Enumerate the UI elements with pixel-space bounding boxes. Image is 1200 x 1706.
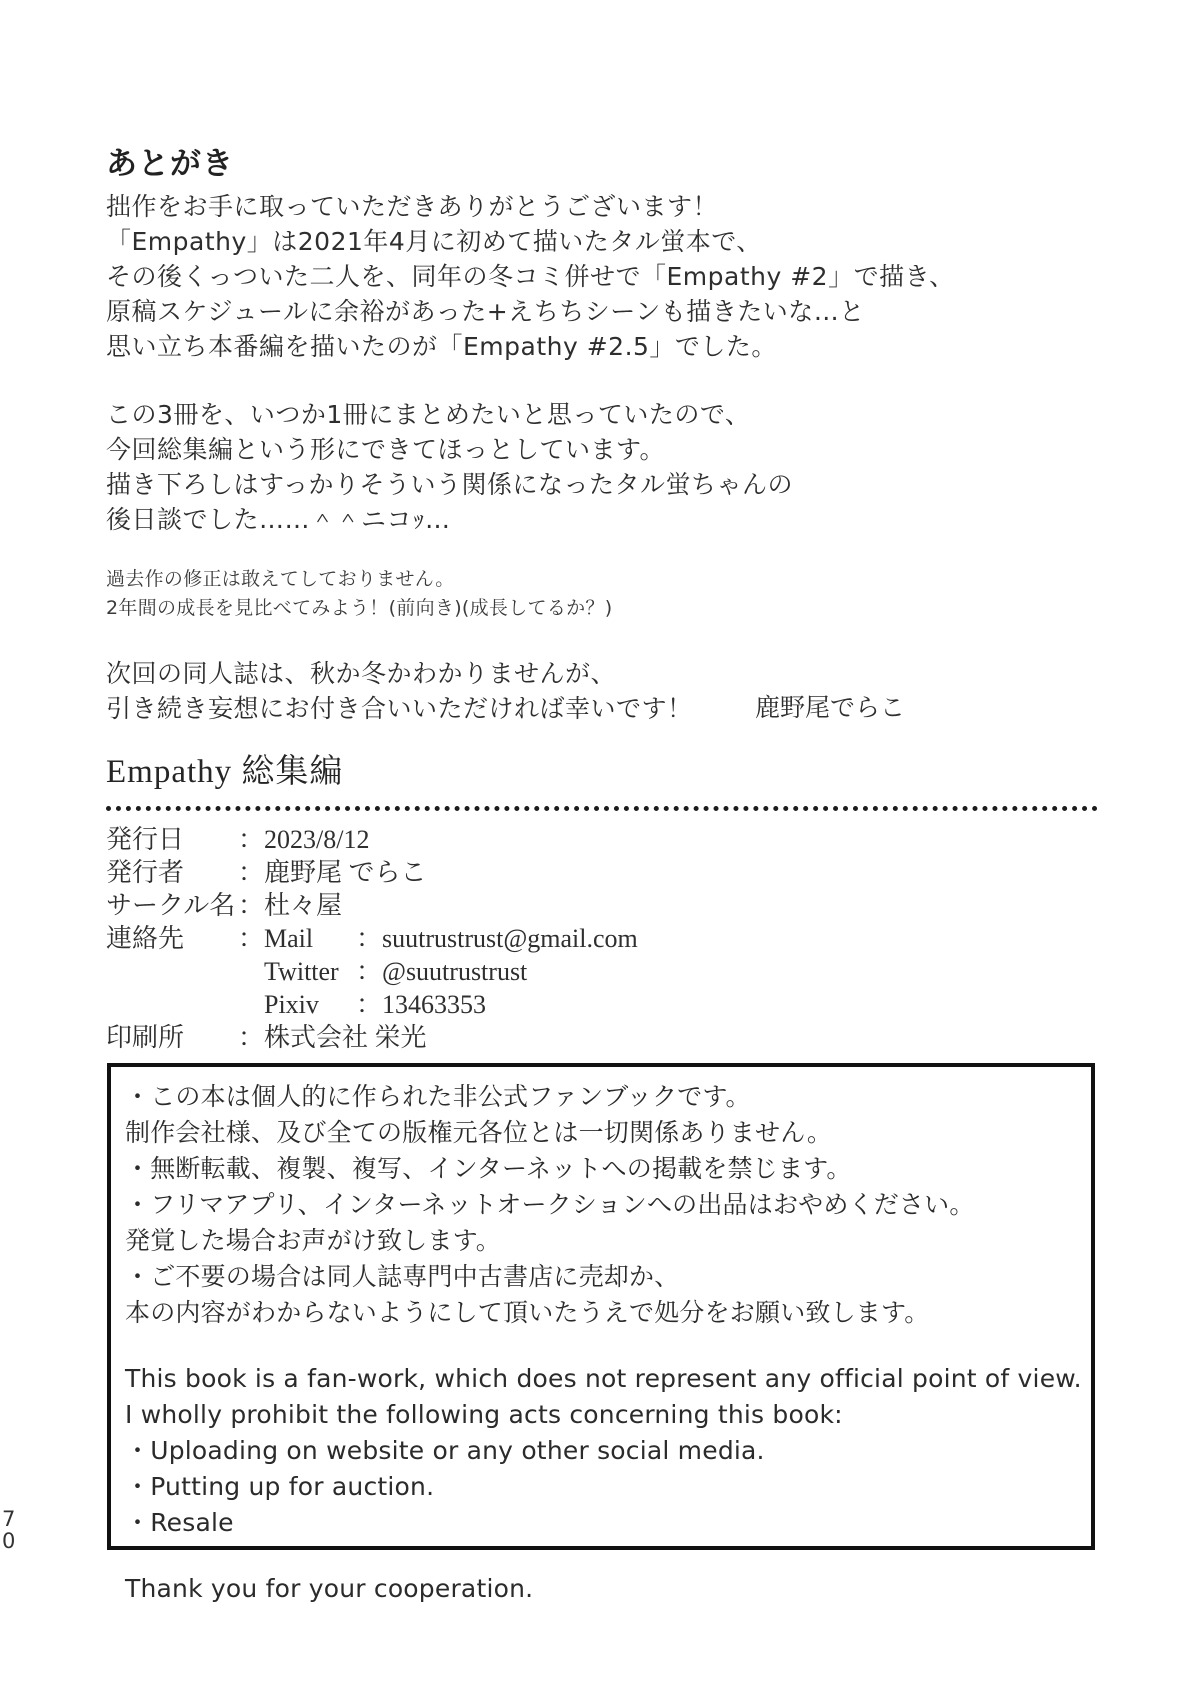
colophon-info-rows: [106, 823, 1098, 1054]
disclaimer-jp-line3: ・無断転載、複製、複写、インターネットへの掲載を禁じます。: [125, 1154, 852, 1183]
contact-pixiv-value: 13463353: [382, 990, 486, 1019]
paragraph-gap: [125, 1331, 1077, 1361]
book-title: Empathy 総集編: [106, 754, 344, 790]
contact-service-label: Mail: [264, 924, 314, 953]
row-separator: ：: [238, 825, 265, 854]
page-number-digit-bottom: 0: [2, 1529, 16, 1553]
afterword-heading: あとがき: [106, 146, 234, 182]
afterword-para2-line3: 描き下ろしはすっかりそういう関係になったタル蛍ちゃんの: [106, 470, 794, 499]
circle-name-value: 杜々屋: [264, 891, 343, 920]
afterword-para3-line1: 次回の同人誌は、秋か冬かわかりませんが、: [106, 659, 617, 688]
disclaimer-jp-line1: ・この本は個人的に作られた非公式ファンブックです。: [125, 1082, 751, 1111]
disclaimer-en-line1: This book is a fan-work, which does not represent any official point of view.: [125, 1364, 1082, 1393]
colophon-row-circle: [106, 889, 1098, 922]
row-label: 発行者: [106, 858, 185, 887]
contact-twitter-value: @suutrustrust: [382, 957, 528, 986]
paragraph-gap: [106, 623, 1086, 656]
row-label: 発行日: [106, 825, 185, 854]
page-number-digit-top: 7: [2, 1507, 16, 1531]
row-separator: ：: [238, 924, 265, 953]
row-separator: ：: [238, 858, 265, 887]
row-separator: ：: [356, 957, 383, 986]
contact-mail-value: suutrustrust@gmail.com: [382, 924, 638, 953]
afterword-para2-line1: この3冊を、いつか1冊にまとめたいと思っていたので、: [106, 400, 751, 429]
disclaimer-jp-line4: ・フリマアプリ、インターネットオークションへの出品はおやめください。: [125, 1190, 975, 1219]
publisher-value: 鹿野尾 でらこ: [264, 858, 427, 887]
dotted-rule: [106, 806, 1098, 811]
disclaimer-closing: Thank you for your cooperation.: [125, 1574, 534, 1603]
colophon-section: [106, 745, 1098, 1054]
row-separator: ：: [356, 990, 383, 1019]
publish-date-value: 2023/8/12: [264, 825, 370, 854]
afterword-para1-line4: 原稿スケジュールに余裕があった+えちちシーンも描きたいな…と: [106, 297, 865, 326]
disclaimer-jp-line7: 本の内容がわからないようにして頂いたうえで処分をお願い致します。: [125, 1298, 930, 1327]
disclaimer-en-line4: ・Putting up for auction.: [125, 1472, 435, 1501]
colophon-row-publish-date: [106, 823, 1098, 856]
afterword-section: [106, 138, 1086, 726]
afterword-para2-line4: 後日談でした……＾＾ニコｯ…: [106, 505, 451, 534]
row-separator: ：: [356, 924, 383, 953]
disclaimer-jp-line6: ・ご不要の場合は同人誌専門中古書店に売却か、: [125, 1262, 680, 1291]
row-separator: ：: [238, 891, 265, 920]
printer-value: 株式会社 栄光: [264, 1023, 427, 1052]
afterword-note-line2: 2年間の成長を見比べてみよう！(前向き)(成長してるか？): [106, 597, 613, 619]
disclaimer-en-line3: ・Uploading on website or any other social media.: [125, 1436, 765, 1465]
page-number: [2, 1508, 24, 1552]
afterword-para1-line2: 「Empathy」は2021年4月に初めて描いたタル蛍本で、: [106, 227, 762, 256]
row-separator: ：: [238, 1023, 265, 1052]
afterword-note-line1: 過去作の修正は敢えてしておりません。: [106, 568, 455, 590]
row-label: 印刷所: [106, 1023, 185, 1052]
colophon-row-contact-pixiv: [106, 988, 1098, 1021]
colophon-row-contact-twitter: [106, 955, 1098, 988]
disclaimer-jp-line5: 発覚した場合お声がけ致します。: [125, 1226, 502, 1255]
contact-service-label: Pixiv: [264, 990, 319, 1019]
row-label: 連絡先: [106, 924, 185, 953]
author-signature: 鹿野尾でらこ: [754, 693, 905, 722]
contact-indent: [106, 955, 264, 988]
disclaimer-en-line5: ・Resale: [125, 1508, 234, 1537]
contact-indent: [106, 988, 264, 1021]
contact-service-label: Twitter: [264, 957, 339, 986]
row-label: サークル名: [106, 891, 236, 920]
afterword-para1-line1: 拙作をお手に取っていただきありがとうございます！: [106, 192, 719, 221]
colophon-row-contact-mail: [106, 922, 1098, 955]
afterword-para3-line2: 引き続き妄想にお付き合いいただければ幸いです！: [106, 694, 693, 723]
colophon-row-publisher: [106, 856, 1098, 889]
disclaimer-jp-line2: 制作会社様、及び全ての版権元各位とは一切関係ありません。: [125, 1118, 833, 1147]
paragraph-gap: [125, 1541, 1077, 1571]
afterword-para1-line5: 思い立ち本番編を描いたのが「Empathy #2.5」でした。: [106, 332, 777, 361]
paragraph-gap: [106, 364, 1086, 397]
disclaimer-en-line2: I wholly prohibit the following acts concerning this book:: [125, 1400, 843, 1429]
afterword-para1-line3: その後くっついた二人を、同年の冬コミ併せで「Empathy #2」で描き、: [106, 262, 955, 291]
paragraph-gap: [106, 537, 1086, 565]
afterword-para2-line2: 今回総集編という形にできてほっとしています。: [106, 435, 666, 464]
colophon-row-printer: [106, 1021, 1098, 1054]
disclaimer-box: [107, 1063, 1095, 1603]
